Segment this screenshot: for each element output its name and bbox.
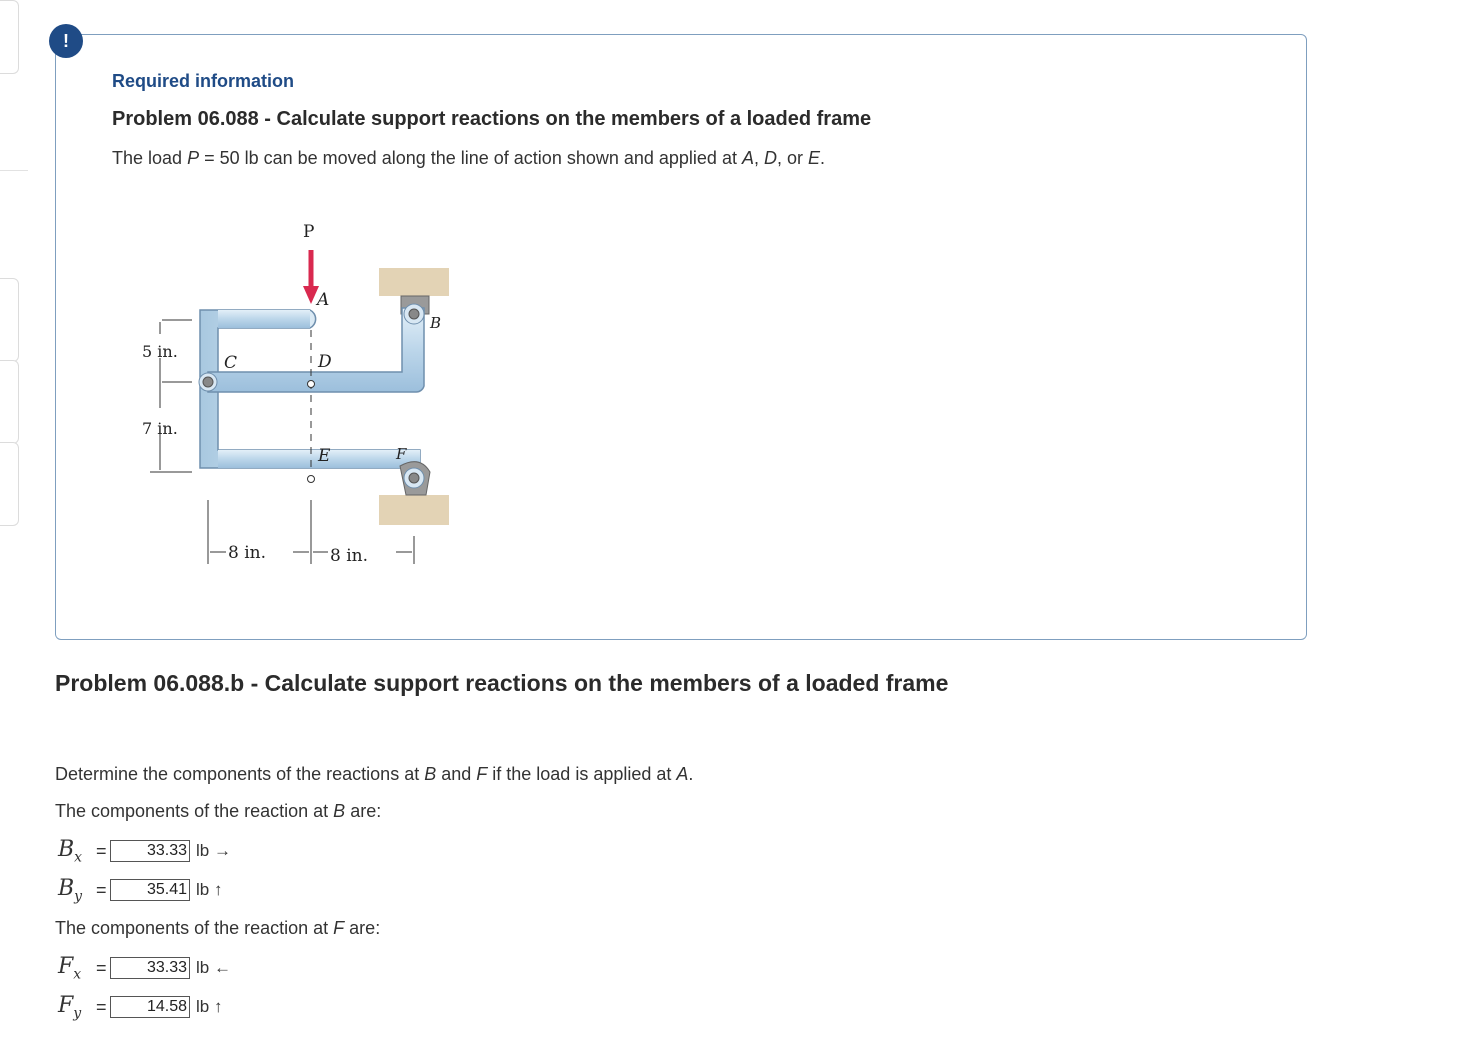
side-tab[interactable]: [0, 442, 19, 526]
var-symbol: B: [58, 836, 75, 862]
text-part: The components of the reaction at: [55, 801, 334, 821]
text-var: F: [476, 764, 488, 784]
label-dim-5: 5 in.: [142, 342, 178, 361]
problem-title: Problem 06.088 - Calculate support reactions on the members of a loaded frame: [112, 108, 872, 130]
label-b: B: [430, 314, 442, 332]
side-tab[interactable]: [0, 360, 19, 444]
var-symbol: F: [58, 992, 74, 1018]
point-e: [308, 476, 315, 483]
equals-sign: =: [96, 840, 107, 861]
pin-b: [409, 309, 419, 319]
frame-figure: [130, 210, 470, 580]
side-tab[interactable]: [0, 278, 19, 362]
text-part: Determine the components of the reactions at: [55, 764, 425, 784]
pin-c: [203, 377, 213, 387]
label-dim-8a: 8 in.: [228, 543, 267, 563]
arrow-left-icon: ←: [213, 958, 231, 977]
text-part: if the load is applied at: [487, 764, 677, 784]
label-d: D: [318, 352, 332, 372]
question-text: [55, 764, 693, 785]
variable-label: [58, 993, 96, 1021]
unit-text: lb: [196, 841, 210, 860]
var-subscript: x: [73, 966, 82, 983]
label-c: C: [224, 353, 238, 373]
text-part: ,: [753, 148, 764, 168]
unit-label: [196, 958, 231, 978]
var-subscript: y: [73, 1005, 82, 1022]
problem-statement: [112, 148, 825, 169]
point-d: [308, 381, 315, 388]
top-support: [379, 268, 449, 296]
label-f: F: [396, 445, 407, 463]
label-dim-7: 7 in.: [142, 419, 178, 438]
arrow-up-icon: ↑: [213, 880, 223, 899]
text-var: D: [764, 148, 777, 168]
text-var: A: [741, 148, 754, 168]
text-part: The components of the reaction at: [55, 918, 334, 938]
fy-answer-input[interactable]: [110, 996, 190, 1018]
variable-label: [58, 876, 96, 904]
bottom-support: [379, 495, 449, 525]
answer-row-bx: [58, 838, 231, 864]
by-answer-input[interactable]: [110, 879, 190, 901]
member-top-bar: [218, 310, 310, 328]
pin-f: [409, 473, 419, 483]
text-var: E: [808, 148, 821, 168]
equals-sign: =: [96, 957, 107, 978]
text-var: B: [333, 801, 346, 821]
text-part: .: [688, 764, 694, 784]
unit-label: [196, 880, 222, 900]
part-b-title: Problem 06.088.b - Calculate support reactions on the members of a loaded frame: [55, 670, 949, 696]
arrow-right-icon: →: [213, 841, 231, 860]
text-var: F: [333, 918, 345, 938]
exclamation-icon: [49, 24, 83, 58]
text-part: are:: [344, 918, 381, 938]
text-var: P: [187, 148, 200, 168]
arrow-up-icon: ↑: [213, 997, 223, 1016]
label-e: E: [318, 446, 331, 466]
text-part: are:: [345, 801, 382, 821]
reaction-f-intro: [55, 918, 380, 939]
unit-label: [196, 841, 231, 861]
variable-label: [58, 954, 96, 982]
required-information-heading: Required information: [112, 71, 295, 91]
text-part: The load: [112, 148, 188, 168]
equals-sign: =: [96, 996, 107, 1017]
unit-text: lb: [196, 958, 210, 977]
text-part: , or: [777, 148, 809, 168]
side-navigation-strip: [0, 0, 30, 640]
text-var: B: [424, 764, 437, 784]
bx-answer-input[interactable]: [110, 840, 190, 862]
var-symbol: F: [58, 953, 74, 979]
text-var: A: [676, 764, 689, 784]
text-part: = 50 lb can be moved along the line of action shown and applied at: [199, 148, 742, 168]
equals-sign: =: [96, 879, 107, 900]
unit-text: lb: [196, 880, 210, 899]
frame-diagram: [130, 210, 470, 580]
reaction-b-intro: [55, 801, 381, 822]
answer-row-fx: [58, 955, 231, 981]
alert-glyph: !: [63, 30, 69, 51]
answer-row-fy: [58, 994, 222, 1020]
label-dim-8b: 8 in.: [330, 546, 369, 566]
text-part: .: [820, 148, 826, 168]
unit-text: lb: [196, 997, 210, 1016]
var-subscript: y: [74, 888, 83, 905]
text-part: and: [436, 764, 477, 784]
label-a: A: [317, 290, 330, 310]
label-p: P: [303, 222, 315, 242]
var-symbol: B: [58, 875, 75, 901]
unit-label: [196, 997, 222, 1017]
side-tab[interactable]: [0, 0, 19, 74]
var-subscript: x: [74, 849, 83, 866]
variable-label: [58, 837, 96, 865]
divider: [0, 170, 28, 171]
fx-answer-input[interactable]: [110, 957, 190, 979]
answer-row-by: [58, 877, 222, 903]
